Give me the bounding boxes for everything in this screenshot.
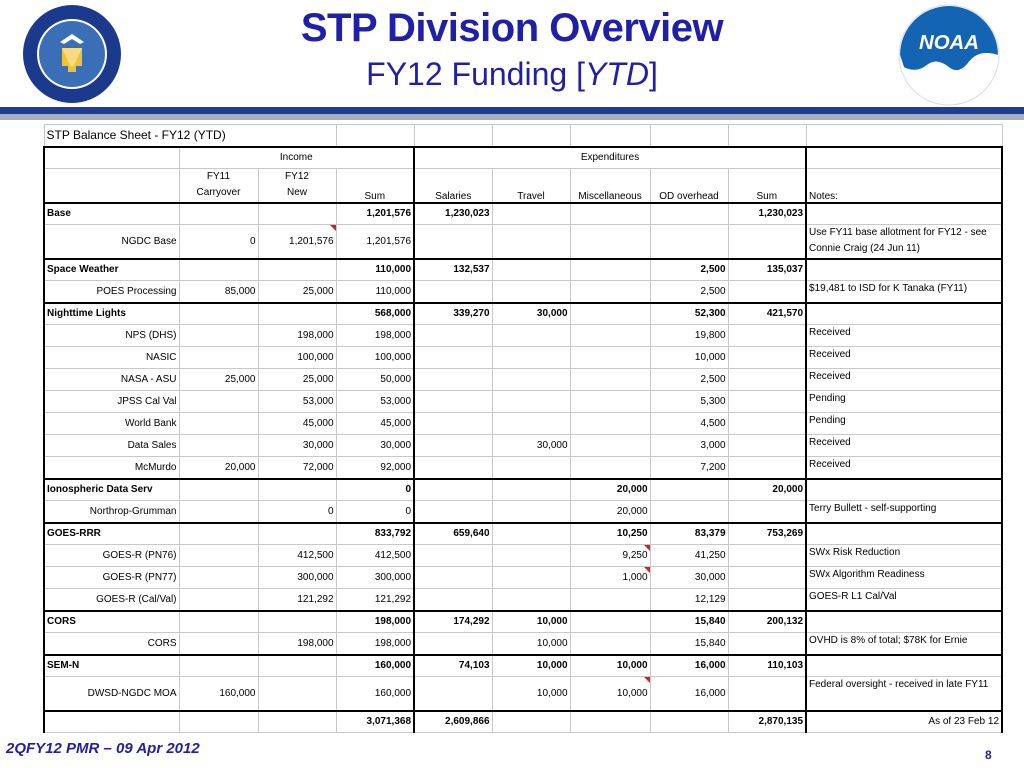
table-row <box>44 203 1002 225</box>
cell-sum2 <box>728 435 806 457</box>
row-label: World Bank <box>44 413 179 435</box>
cell-fy12 <box>258 523 336 545</box>
row-label: SEM-N <box>44 655 179 677</box>
cell-fy12 <box>258 479 336 501</box>
cell-fy12: 53,000 <box>258 391 336 413</box>
cell-fy12: 45,000 <box>258 413 336 435</box>
cell-od: 52,300 <box>650 303 728 325</box>
cell-sum2 <box>728 225 806 259</box>
cell-sal <box>414 413 492 435</box>
cell-sum2: 135,037 <box>728 259 806 281</box>
cell-fy12: 0 <box>258 501 336 523</box>
cell-sum: 100,000 <box>336 347 414 369</box>
cell-misc: 10,000 <box>570 677 650 711</box>
header-rule-gray <box>0 114 1024 120</box>
cell-misc <box>570 225 650 259</box>
header-fy11-line1: FY11 <box>206 171 231 183</box>
row-label: NGDC Base <box>44 225 179 259</box>
cell-sal <box>414 567 492 589</box>
cell-fy12 <box>258 203 336 225</box>
header-fy11 <box>179 169 258 203</box>
cell-trv: 30,000 <box>492 435 570 457</box>
cell-trv <box>492 479 570 501</box>
cell-od <box>650 479 728 501</box>
totals-row <box>44 711 1002 733</box>
cell-sum2 <box>728 281 806 303</box>
cell-fy12 <box>258 655 336 677</box>
cell-od: 19,800 <box>650 325 728 347</box>
cell-od: 7,200 <box>650 457 728 479</box>
cell-fy11 <box>179 325 258 347</box>
cell-fy11 <box>179 523 258 545</box>
row-label: Base <box>44 203 179 225</box>
cell-note: Federal oversight - received in late FY11 <box>806 677 1002 711</box>
totals-as-of-note: As of 23 Feb 12 <box>806 711 1002 733</box>
cell-trv <box>492 567 570 589</box>
row-label: Ionospheric Data Serv <box>44 479 179 501</box>
cell-fy12: 1,201,576 <box>258 225 336 259</box>
table-row <box>44 655 1002 677</box>
cell-sum: 1,201,576 <box>336 225 414 259</box>
table-row <box>44 225 1002 259</box>
cell-od: 5,300 <box>650 391 728 413</box>
cell-fy11 <box>179 501 258 523</box>
cell-sum2 <box>728 567 806 589</box>
row-label: Nighttime Lights <box>44 303 179 325</box>
cell-trv: 10,000 <box>492 611 570 633</box>
table-row <box>44 435 1002 457</box>
cell-sum: 1,201,576 <box>336 203 414 225</box>
cell-note: SWx Algorithm Readiness <box>806 567 1002 589</box>
cell-od <box>650 203 728 225</box>
total-sum2: 2,870,135 <box>728 711 806 733</box>
cell-sum2: 421,570 <box>728 303 806 325</box>
cell-sum: 833,792 <box>336 523 414 545</box>
cell-sum: 160,000 <box>336 655 414 677</box>
cell-trv <box>492 523 570 545</box>
table-row <box>44 633 1002 655</box>
cell-od <box>650 225 728 259</box>
cell-trv: 10,000 <box>492 677 570 711</box>
cell-misc <box>570 435 650 457</box>
cell-trv: 10,000 <box>492 633 570 655</box>
cell-sum2 <box>728 325 806 347</box>
header-fy12-line2: New <box>287 187 308 199</box>
cell-sum: 30,000 <box>336 435 414 457</box>
cell-fy11 <box>179 391 258 413</box>
cell-fy11 <box>179 589 258 611</box>
total-sum: 3,071,368 <box>336 711 414 733</box>
cell-sal <box>414 545 492 567</box>
cell-note: $19,481 to ISD for K Tanaka (FY11) <box>806 281 1002 303</box>
row-label: Northrop-Grumman <box>44 501 179 523</box>
cell-note: Received <box>806 325 1002 347</box>
cell-fy11 <box>179 633 258 655</box>
sheet-title: STP Balance Sheet - FY12 (YTD) <box>44 125 336 147</box>
cell-fy11 <box>179 567 258 589</box>
noaa-logo <box>898 4 1000 106</box>
cell-fy12: 198,000 <box>258 325 336 347</box>
cell-od: 83,379 <box>650 523 728 545</box>
cell-note: Pending <box>806 391 1002 413</box>
row-label: GOES-RRR <box>44 523 179 545</box>
cell-sum: 0 <box>336 479 414 501</box>
cell-note <box>806 203 1002 225</box>
cell-sum: 110,000 <box>336 281 414 303</box>
cell-fy11 <box>179 347 258 369</box>
table-row <box>44 545 1002 567</box>
cell-sal <box>414 501 492 523</box>
cell-misc <box>570 325 650 347</box>
cell-sal: 1,230,023 <box>414 203 492 225</box>
header-income-sum: Sum <box>336 169 414 203</box>
cell-od: 15,840 <box>650 633 728 655</box>
cell-misc: 20,000 <box>570 479 650 501</box>
cell-note: GOES-R L1 Cal/Val <box>806 589 1002 611</box>
cell-sal <box>414 457 492 479</box>
cell-od: 41,250 <box>650 545 728 567</box>
row-label: GOES-R (PN76) <box>44 545 179 567</box>
cell-sal <box>414 325 492 347</box>
cell-sal: 174,292 <box>414 611 492 633</box>
cell-fy12 <box>258 259 336 281</box>
cell-misc <box>570 391 650 413</box>
table-row <box>44 457 1002 479</box>
cell-note: OVHD is 8% of total; $78K for Ernie <box>806 633 1002 655</box>
cell-note <box>806 259 1002 281</box>
cell-note: Terry Bullett - self-supporting <box>806 501 1002 523</box>
header-fy12 <box>258 169 336 203</box>
cell-sum2 <box>728 589 806 611</box>
cell-fy11: 0 <box>179 225 258 259</box>
cell-sum2: 20,000 <box>728 479 806 501</box>
cell-sum: 110,000 <box>336 259 414 281</box>
cell-trv <box>492 589 570 611</box>
cell-fy12: 30,000 <box>258 435 336 457</box>
cell-sal <box>414 369 492 391</box>
cell-od: 10,000 <box>650 347 728 369</box>
cell-sum2 <box>728 677 806 711</box>
cell-note: Received <box>806 347 1002 369</box>
cell-trv <box>492 281 570 303</box>
cell-misc <box>570 281 650 303</box>
row-label: NASIC <box>44 347 179 369</box>
cell-trv <box>492 457 570 479</box>
cell-sum: 300,000 <box>336 567 414 589</box>
cell-misc <box>570 457 650 479</box>
cell-sal <box>414 677 492 711</box>
cell-misc: 1,000 <box>570 567 650 589</box>
cell-note <box>806 655 1002 677</box>
cell-sal <box>414 479 492 501</box>
cell-note: Received <box>806 435 1002 457</box>
cell-misc <box>570 413 650 435</box>
table-row <box>44 391 1002 413</box>
cell-fy12: 25,000 <box>258 281 336 303</box>
cell-od: 30,000 <box>650 567 728 589</box>
cell-trv <box>492 259 570 281</box>
table-row <box>44 325 1002 347</box>
cell-note <box>806 611 1002 633</box>
header-od: OD overhead <box>650 169 728 203</box>
row-label: POES Processing <box>44 281 179 303</box>
cell-fy11 <box>179 259 258 281</box>
table-row <box>44 523 1002 545</box>
cell-fy11 <box>179 611 258 633</box>
cell-trv <box>492 347 570 369</box>
cell-trv <box>492 501 570 523</box>
cell-trv <box>492 369 570 391</box>
cell-sum: 198,000 <box>336 325 414 347</box>
table-row <box>44 303 1002 325</box>
cell-fy12 <box>258 303 336 325</box>
cell-sum: 121,292 <box>336 589 414 611</box>
cell-od: 2,500 <box>650 259 728 281</box>
footer-text: 2QFY12 PMR – 09 Apr 2012 <box>6 740 200 757</box>
table-row <box>44 259 1002 281</box>
cell-od: 3,000 <box>650 435 728 457</box>
cell-fy12: 121,292 <box>258 589 336 611</box>
cell-note: Pending <box>806 413 1002 435</box>
cell-misc: 10,000 <box>570 655 650 677</box>
cell-sum2 <box>728 501 806 523</box>
cell-misc: 20,000 <box>570 501 650 523</box>
row-label: DWSD-NGDC MOA <box>44 677 179 711</box>
row-label: GOES-R (Cal/Val) <box>44 589 179 611</box>
cell-trv <box>492 391 570 413</box>
table-row <box>44 369 1002 391</box>
balance-sheet-table <box>43 124 1003 733</box>
subtitle-ytd: YTD <box>584 56 649 92</box>
cell-sal <box>414 633 492 655</box>
cell-od: 4,500 <box>650 413 728 435</box>
cell-misc: 10,250 <box>570 523 650 545</box>
cell-note <box>806 303 1002 325</box>
cell-fy11: 25,000 <box>179 369 258 391</box>
cell-sum: 92,000 <box>336 457 414 479</box>
cell-sal: 659,640 <box>414 523 492 545</box>
table-row <box>44 281 1002 303</box>
table-row <box>44 501 1002 523</box>
total-sal: 2,609,866 <box>414 711 492 733</box>
cell-trv: 10,000 <box>492 655 570 677</box>
cell-misc <box>570 347 650 369</box>
cell-od: 15,840 <box>650 611 728 633</box>
header-salaries: Salaries <box>414 169 492 203</box>
table-row <box>44 589 1002 611</box>
cell-fy11: 20,000 <box>179 457 258 479</box>
cell-sal: 74,103 <box>414 655 492 677</box>
table-row <box>44 677 1002 711</box>
cell-fy11: 85,000 <box>179 281 258 303</box>
cell-sal <box>414 281 492 303</box>
cell-od: 16,000 <box>650 655 728 677</box>
row-label: GOES-R (PN77) <box>44 567 179 589</box>
cell-sum: 160,000 <box>336 677 414 711</box>
header-fy12-line1: FY12 <box>285 171 309 183</box>
cell-sum2: 753,269 <box>728 523 806 545</box>
header-notes: Notes: <box>806 169 1002 203</box>
table-row <box>44 567 1002 589</box>
expenditures-group-header: Expenditures <box>414 147 806 169</box>
header-rule-blue <box>0 107 1024 114</box>
cell-misc <box>570 303 650 325</box>
header-misc: Miscellaneous <box>570 169 650 203</box>
cell-fy11 <box>179 479 258 501</box>
cell-misc <box>570 259 650 281</box>
cell-sum2: 110,103 <box>728 655 806 677</box>
cell-od <box>650 501 728 523</box>
cell-fy11: 160,000 <box>179 677 258 711</box>
cell-fy11 <box>179 435 258 457</box>
cell-note: SWx Risk Reduction <box>806 545 1002 567</box>
cell-fy12: 412,500 <box>258 545 336 567</box>
cell-trv <box>492 545 570 567</box>
cell-sal <box>414 347 492 369</box>
cell-sum2 <box>728 457 806 479</box>
cell-sum: 50,000 <box>336 369 414 391</box>
cell-od: 12,129 <box>650 589 728 611</box>
cell-sum: 198,000 <box>336 633 414 655</box>
cell-sal: 132,537 <box>414 259 492 281</box>
subtitle-prefix: FY12 Funding [ <box>366 56 585 92</box>
cell-sum2 <box>728 347 806 369</box>
cell-trv <box>492 225 570 259</box>
cell-fy11 <box>179 413 258 435</box>
cell-fy11 <box>179 303 258 325</box>
row-label: Space Weather <box>44 259 179 281</box>
cell-fy12: 72,000 <box>258 457 336 479</box>
cell-sum2 <box>728 413 806 435</box>
page-number: 8 <box>985 748 992 762</box>
cell-sum2 <box>728 391 806 413</box>
table-row <box>44 347 1002 369</box>
cell-sum2: 200,132 <box>728 611 806 633</box>
cell-trv <box>492 325 570 347</box>
cell-fy11 <box>179 203 258 225</box>
cell-fy12 <box>258 677 336 711</box>
cell-note: Received <box>806 457 1002 479</box>
cell-sum: 568,000 <box>336 303 414 325</box>
row-label: NASA - ASU <box>44 369 179 391</box>
cell-sum: 45,000 <box>336 413 414 435</box>
cell-note <box>806 479 1002 501</box>
cell-misc <box>570 589 650 611</box>
cell-sum: 412,500 <box>336 545 414 567</box>
cell-misc: 9,250 <box>570 545 650 567</box>
row-label: CORS <box>44 633 179 655</box>
cell-fy11 <box>179 545 258 567</box>
cell-sum2 <box>728 633 806 655</box>
table-row <box>44 479 1002 501</box>
cell-od: 16,000 <box>650 677 728 711</box>
row-label: NPS (DHS) <box>44 325 179 347</box>
cell-od: 2,500 <box>650 281 728 303</box>
cell-trv: 30,000 <box>492 303 570 325</box>
cell-sum: 53,000 <box>336 391 414 413</box>
cell-fy12: 300,000 <box>258 567 336 589</box>
table-row <box>44 413 1002 435</box>
cell-fy12: 25,000 <box>258 369 336 391</box>
cell-sal <box>414 225 492 259</box>
cell-note <box>806 523 1002 545</box>
slide-title: STP Division Overview <box>300 6 724 50</box>
cell-sal <box>414 391 492 413</box>
cell-sum: 0 <box>336 501 414 523</box>
svg-text:NOAA: NOAA <box>918 31 980 54</box>
cell-misc <box>570 369 650 391</box>
cell-trv <box>492 413 570 435</box>
cell-fy11 <box>179 655 258 677</box>
income-group-header: Income <box>179 147 414 169</box>
subtitle-suffix: ] <box>648 56 658 92</box>
cell-od: 2,500 <box>650 369 728 391</box>
header-travel: Travel <box>492 169 570 203</box>
cell-sum2 <box>728 369 806 391</box>
cell-sal: 339,270 <box>414 303 492 325</box>
cell-sum2: 1,230,023 <box>728 203 806 225</box>
cell-misc <box>570 633 650 655</box>
cell-trv <box>492 203 570 225</box>
row-label: CORS <box>44 611 179 633</box>
row-label: McMurdo <box>44 457 179 479</box>
commerce-seal-logo <box>22 4 122 104</box>
cell-fy12 <box>258 611 336 633</box>
row-label: Data Sales <box>44 435 179 457</box>
cell-fy12: 198,000 <box>258 633 336 655</box>
slide-subtitle <box>0 56 1024 93</box>
row-label: JPSS Cal Val <box>44 391 179 413</box>
cell-sal <box>414 435 492 457</box>
cell-note: Received <box>806 369 1002 391</box>
cell-sal <box>414 589 492 611</box>
header-fy11-line2: Carryover <box>196 187 241 199</box>
cell-note: Use FY11 base allotment for FY12 - see Connie Craig (24 Jun 11) <box>806 225 1002 259</box>
cell-misc <box>570 611 650 633</box>
table-row <box>44 611 1002 633</box>
cell-sum2 <box>728 545 806 567</box>
cell-sum: 198,000 <box>336 611 414 633</box>
cell-misc <box>570 203 650 225</box>
header-exp-sum: Sum <box>728 169 806 203</box>
cell-fy12: 100,000 <box>258 347 336 369</box>
